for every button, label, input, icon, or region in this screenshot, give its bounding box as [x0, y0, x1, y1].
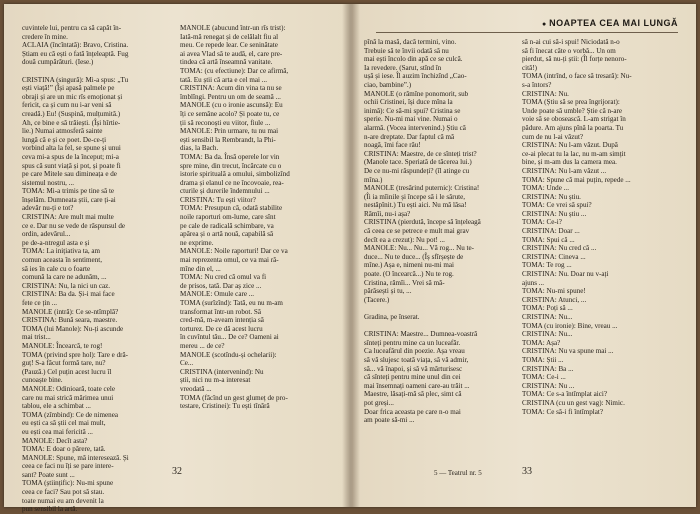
text-line: cuvintele lui, pentru ca să capăt în- [22, 24, 122, 32]
text-line: MANOLE (tresărind puternic): Cristina! [364, 184, 480, 193]
right-page [352, 4, 696, 507]
text-line: vorbind alta la fel, se spune și unui [22, 144, 121, 153]
text-line: ești viață!” (Își apasă palmele pe [22, 84, 115, 93]
text-line: spus că sunt viață și pot, și poate fi [22, 161, 121, 170]
text-line: tindea că artă înseamnă vanitate. [180, 58, 273, 67]
text-line: TOMA: Te rog ... [522, 261, 572, 270]
text-line: ACLAIA (încîntată): Bravo, Cristina. [22, 41, 129, 50]
text-line: fete ce țin ... [22, 299, 58, 307]
text-line: TOMA (Știu să se prea îngrijorat): [522, 98, 620, 107]
text-line: TOMA: Ce-i ... [522, 373, 566, 382]
text-line: Rămîi, nu-i așa? [364, 209, 411, 218]
text-line: TOMA: Nu-mi spune! [522, 287, 586, 296]
text-line: CRISTINA (cu un gest vag): Nimic. [522, 398, 625, 407]
text-line: CRISTINA: Nu. [522, 89, 569, 98]
text-line: MANOLE: Nu... Nu... Vă rog... Nu te- [364, 244, 475, 253]
footer-note: 5 — Teatrul nr. 5 [434, 469, 482, 477]
text-line: Ia revedere. (Sarut, stînd în [364, 63, 442, 72]
text-line: TOMA (intrînd, o face să tresară): Nu- [522, 72, 632, 81]
text-line: ești sensibil la Rembrandt, la Phi- [180, 135, 276, 144]
text-line: pe de-a-ntregul asta e și [22, 238, 90, 247]
left-page [4, 4, 348, 514]
text-line: transformat într-un robot. Să [180, 307, 262, 316]
text-line: în cuvîntul tău... De ce? Oameni ai [180, 333, 279, 342]
text-line: CRISTINA: Nu știu. [522, 192, 581, 201]
text-line: să vă slujesc toată viața, să vă admir, [364, 355, 469, 364]
text-line: MANOLE (cu o ironie ascunsă): Eu [180, 101, 283, 110]
text-line: TOMA (privind spre hol): Tare e dră- [22, 350, 129, 359]
text-line: TOMA: Ba da. Însă operele lor vin [180, 152, 280, 161]
text-line: TOMA: Așa? [522, 338, 561, 347]
text-line: TOMA: Ce s-a întîmplat aici? [522, 390, 607, 399]
text-line: TOMA (zîmbind): Ce de nimenea [22, 410, 119, 419]
text-line: eu ești ca să știi cel mai mult, [22, 419, 106, 428]
text-line: s-a întors? [522, 80, 552, 89]
text-line: CRISTINA: Nu cred că ... [522, 244, 597, 253]
text-line: TOMA: Spune că mai puțin, repede ... [522, 175, 631, 184]
running-title: ● NOAPTEA CEA MAI LUNGĂ [376, 18, 678, 32]
text-line: istorie spirituală a omului, simbolizînd [180, 170, 290, 179]
text-line: MANOLE: Odinioară, toate cele [22, 384, 115, 393]
text-line: să... vă înapoi, și să vă mărturisesc [364, 364, 463, 373]
text-line: TOMA: Ce vrei să spui? [522, 201, 592, 210]
text-line: drama și elanul ce ne încovoaie, rea- [180, 178, 284, 187]
text-line: sant? Poate sunt ... [22, 470, 75, 479]
text-line: TOMA: Unde ... [522, 184, 569, 193]
text-line: inimă): Ce să-mi spui? Cristina se [364, 106, 461, 115]
text-line: ceva mi-a spus de la început; mi-a [22, 152, 119, 161]
text-line: MANOLE (scotîndu-și ochelarii): [180, 350, 277, 359]
text-line: CRISTINA: Doar ... [522, 227, 580, 236]
text-line: TOMA: Spui că ... [522, 235, 575, 244]
text-line: CRISTINA (pierdută, începe să înțeleagă [364, 218, 481, 227]
text-line: nestăpînit.) Tu ești aici. Nu mă lăsa! [364, 201, 467, 210]
text-line: apărea și o artă nouă, capabilă să [180, 230, 274, 239]
text-line: ceea ce faci nu îți se pare intere- [22, 462, 114, 471]
text-line: ne exprime. [180, 238, 214, 247]
text-line: CRISTINA: Nu ... [522, 381, 575, 390]
text-line: De ce nu-mi răspundeți? (îl atinge cu [364, 166, 470, 175]
text-line: CRISTINA: Ba ... [522, 364, 574, 373]
text-line: noile raporturi om-lume, care sînt [180, 213, 276, 222]
text-line: dias, la Bach. [180, 144, 219, 153]
text-line: alarmă. (Vocea intervenind.) Știu că [364, 123, 466, 132]
right-column-b [522, 38, 676, 458]
text-line: ochii Cristinei, își duce mîna la [364, 98, 453, 107]
header-rule [376, 32, 678, 33]
left-column-b [180, 24, 330, 462]
text-line: credere în mine. [22, 32, 68, 41]
text-line: CRISTINA: Nu. Doar nu v-ați [522, 270, 609, 279]
text-line: sistemul nostru, ... [22, 178, 75, 187]
text-line: vreodată ... [180, 384, 212, 393]
text-line: mai ești încolo din apă ce se culcă. [364, 55, 463, 64]
text-line: guț! S-a făcut formă tare, nu? [22, 359, 106, 368]
left-column-a [22, 24, 168, 514]
text-line: torturez. De ce dă acest lucru [180, 324, 263, 333]
text-line: meu. Ce repede lear. Ce seninătate [180, 41, 278, 50]
text-line: să fi înecat câte o vorbă... Un om [522, 46, 616, 55]
text-line: toate numai eu am devenit la [22, 496, 104, 505]
text-line: CRISTINA: Nu... [522, 313, 573, 321]
text-line: CRISTINA: Nu, la nici un caz. [22, 281, 111, 290]
text-line: MANOLE: Noile raporturi! Dar ce va [180, 247, 288, 256]
text-line: CRISTINA: Maestre... Dumnea-voastră [364, 330, 478, 339]
text-line: CRISTINA: Maestre, de ce sînteți trist? [364, 149, 477, 158]
text-line: Ce... [180, 359, 194, 368]
text-line: Ca luceafărul din poezie. Așa vreau [364, 347, 465, 356]
text-line: creadă.) Eu! (Suspină, mulțumită.) [22, 109, 121, 118]
text-line: voie să se obosească. L-am strigat în [522, 115, 626, 124]
text-line: (Manole tace. Speriată de tăcerea lui.) [364, 158, 472, 167]
text-line: ce-ai plecat tu la lac, nu m-am simțit [522, 149, 626, 158]
text-line [364, 322, 514, 331]
text-line: MANOLE: Decît asta? [22, 436, 88, 445]
text-line: tată. Eu știi că arta e cel mai ... [180, 75, 268, 84]
text-line: ciao, bambine”.) [364, 80, 412, 89]
text-line: Maestre, lăsați-mă să plec, simt că [364, 390, 462, 399]
text-line: TOMA: La inițiativa ta, am [22, 247, 101, 256]
text-line: pot greși... [364, 398, 394, 407]
text-line: MANOLE (intră): Ce se-ntîmplă? [22, 307, 119, 316]
text-line: am poate să-mi ... [364, 416, 415, 425]
text-line: pădure. Am ajuns pînă la poarta. Tu [522, 123, 624, 132]
text-line: bine, și m-am dus la camera mea. [522, 158, 617, 167]
text-line: cred-mă, m-aveam intenția să [180, 316, 264, 325]
text-line: pun sensibil la artă. [22, 505, 78, 514]
text-line: noagă, îmi face rău! [364, 141, 421, 150]
text-line: îți ce semăne acolo? Și poate tu, ce [180, 109, 280, 118]
text-line: înșelăm. Dumneata știi, care ți-ai [22, 195, 116, 204]
right-page-number: 33 [522, 466, 532, 477]
text-line: ordin, adevărul... [22, 230, 71, 239]
text-line: ai avea Vlad să te audă, el, care pre- [180, 49, 283, 58]
text-line: CRISTINA: Nu știu ... [522, 209, 587, 218]
text-line: TOMA: Știi ... [522, 355, 564, 364]
text-line: să ies în cale cu o foarte [22, 264, 91, 273]
text-line: părăsești și tu, ... [364, 287, 412, 296]
text-line: Gradina, pe înserat. [364, 313, 420, 321]
text-line: TOMA (făcînd un gest glumeț de pro- [180, 393, 288, 402]
book-gutter [342, 4, 360, 507]
text-line: Trebuie să te învii odată să nu [364, 46, 449, 55]
text-line: să n-ai cui să-i spui! Niciodată n-o [522, 38, 620, 46]
text-line: TOMA (cu ironie): Bine, vreau ... [522, 321, 618, 330]
text-line: Ah, ce bine e să trăiești. (Își hîrtie- [22, 118, 121, 127]
text-line: ușă și iese. Îl auzim închizînd „Cao- [364, 72, 467, 81]
text-line: pe care Mitele sau dimineața e de [22, 170, 117, 179]
text-line: mîne din el, ... [180, 264, 221, 273]
text-line: TOMA: Nu cred că omul va fi [180, 273, 267, 282]
text-line: mai trist... [22, 333, 51, 342]
text-line: mîna.) [364, 175, 383, 184]
text-line: poate. (O încearcă...) Nu te rog. [364, 270, 454, 279]
text-line: MANOLE: Încearcă, te rog! [22, 341, 103, 350]
text-line: Știam eu că ești o fată înțeleaptă. Fug [22, 49, 129, 58]
text-line: MANOLE: Prin urmare, tu nu mai [180, 127, 279, 136]
text-line: Doar frica aceasta pe care n-o mai [364, 407, 461, 416]
text-line: lie.) Numai atmosferă sainte [22, 127, 103, 136]
text-line: cită!) [522, 63, 537, 72]
text-line: TOMA: Ce-i? [522, 218, 562, 227]
left-page-number: 32 [172, 466, 182, 477]
text-line: TOMA: (cu efectiune): Dar ce afirmă, [180, 66, 289, 75]
text-line: cum de nu l-ai văzut? [522, 132, 584, 141]
text-line: CRISTINA: Tu ești viitor? [180, 195, 256, 204]
text-line: ții să reconoști eu viitor, fiule ... [180, 118, 271, 127]
text-line: lungă că e și ce poet. De-ce-ți [22, 135, 107, 144]
text-line [22, 67, 168, 76]
text-line: duce... Nu te duce... (Îș sfîrșește de [364, 252, 464, 261]
text-line: de prisos, tată. Dar aș zice ... [180, 281, 262, 290]
text-line: sperie. Nu-mi mai vine. Numai o [364, 115, 458, 124]
text-line: MANOLE: Spune, mă interesează. Și [22, 453, 129, 462]
text-line: TOMA: Poți să ... [522, 304, 573, 313]
text-line: mîne.) Așa e, nimeni nu-mi mai [364, 261, 455, 270]
text-line: două cumpărături. (Iese.) [22, 58, 94, 67]
text-line [364, 304, 514, 313]
text-line: MANOLE: Omule care ... [180, 290, 255, 299]
text-line: CRISTINA: Acum din vina ta nu se [180, 84, 282, 93]
text-line: cturile și durerile îndemnului ... [180, 187, 270, 196]
text-line: Iată-mă renegat și de celălalt fiu al [180, 32, 279, 41]
text-line: ceea ce faci? Sau pot să stau. [22, 488, 105, 497]
text-line: care nu mai strică mărimea unui [22, 393, 114, 402]
text-line: n-are dreptate. Dar faptul că mă [364, 132, 455, 141]
text-line: TOMA: Mi-a trimis pe tine să te [22, 187, 115, 196]
text-line: spre mine, din trecut, încărcate cu o [180, 161, 282, 170]
text-line: știi, nici nu m-a interesat [180, 376, 251, 385]
text-line: CRISTINA: Nu va spune mai ... [522, 347, 614, 356]
text-line: adevăr nu-ți e tot? [22, 204, 74, 213]
text-line: mereu ... de ce? [180, 341, 225, 350]
text-line: testare, Cristinei): Tu ești tînără [180, 402, 270, 411]
text-line: comun aceasta în sentiment, [22, 256, 102, 265]
text-line: mai reprezenta omul, ce va mai ră- [180, 256, 279, 265]
text-line: TOMA: Presupun că, odată stabilite [180, 204, 283, 213]
text-line: CRISTINA: Nu l-am văzut ... [522, 166, 607, 175]
text-line: Cristina, rămîi... Vrei să mă- [364, 278, 445, 287]
text-line: tablou, ele a schimbat ... [22, 402, 91, 411]
text-line: pînă la masă, dacă termini, vino. [364, 38, 457, 46]
text-line: CRISTINA: Cineva ... [522, 252, 586, 261]
text-line: CRISTINA: Nu l-am văzut. După [522, 141, 618, 150]
text-line: fericit, ca și cum nu i-ar veni să [22, 101, 112, 110]
text-line: CRISTINA: Nu... [522, 330, 573, 339]
text-line: comună la care ne adunăm, ... [22, 273, 107, 282]
text-line: (Pauză.) Cel puțin acest lucru îl [22, 367, 112, 376]
text-line: CRISTINA (singură): Mi-a spus: „Tu [22, 75, 129, 84]
text-line: TOMA: E doar o părere, tată. [22, 445, 106, 454]
text-line: că sînteți pentru mine unul din cei [364, 373, 461, 382]
right-column-a [364, 38, 514, 458]
book-spread [4, 4, 696, 514]
text-line: CRISTINA: Atunci, ... [522, 295, 587, 304]
text-line: CRISTINA (intervenind): Nu [180, 367, 264, 376]
text-line: cunoaște bine. [22, 376, 63, 385]
text-line: TOMA (surîzînd): Tată, eu nu m-am [180, 299, 283, 307]
text-line: ce e. Dar nu se vede de răspunsul de [22, 221, 126, 230]
text-line: îmblîngi. Pentru un om de seamă ... [180, 92, 281, 101]
text-line: (Tacere.) [364, 295, 390, 304]
text-line: că ceea ce se petrece e mult mai grav [364, 227, 470, 236]
text-line: eu ești cea mai fericită ... [22, 427, 93, 436]
text-line: TOMA: Ce să-i fi întîmplat? [522, 407, 604, 416]
text-line: sînteți pentru mine ca un luceafăr. [364, 338, 461, 347]
text-line: decît ea a crezut): Nu pot! ... [364, 235, 445, 244]
text-line: MANOLE (o rămîne ponomorit, sub [364, 89, 469, 98]
text-line: MANOLE (abucund într-un rîs trist): [180, 24, 286, 32]
text-line: obraji și are un mic rîs emoționat și [22, 92, 123, 101]
text-line: CRISTINA: Bună seara, maestre. [22, 316, 118, 325]
text-line: CRISTINA: Ba da. Și-i mai face [22, 290, 115, 299]
text-line: TOMA (științific): Nu-mi spune [22, 479, 114, 488]
text-line: pierdut, să nu-ți știi: (Îl forțe nenoro- [522, 55, 627, 64]
text-line: CRISTINA: Are mult mai multe [22, 213, 114, 222]
text-line: Unde poate să umble? Știe că n-are [522, 106, 623, 115]
text-line: mai însemnați oameni care-au trăit ... [364, 381, 470, 390]
text-line: ajuns ... [522, 278, 545, 287]
text-line: TOMA (lui Manole): Nu-ți ascunde [22, 324, 124, 333]
text-line: pe cale de radicală schimbare, va [180, 221, 274, 230]
text-line: (Îi ia mîinile și începe să i le sărute, [364, 192, 466, 201]
